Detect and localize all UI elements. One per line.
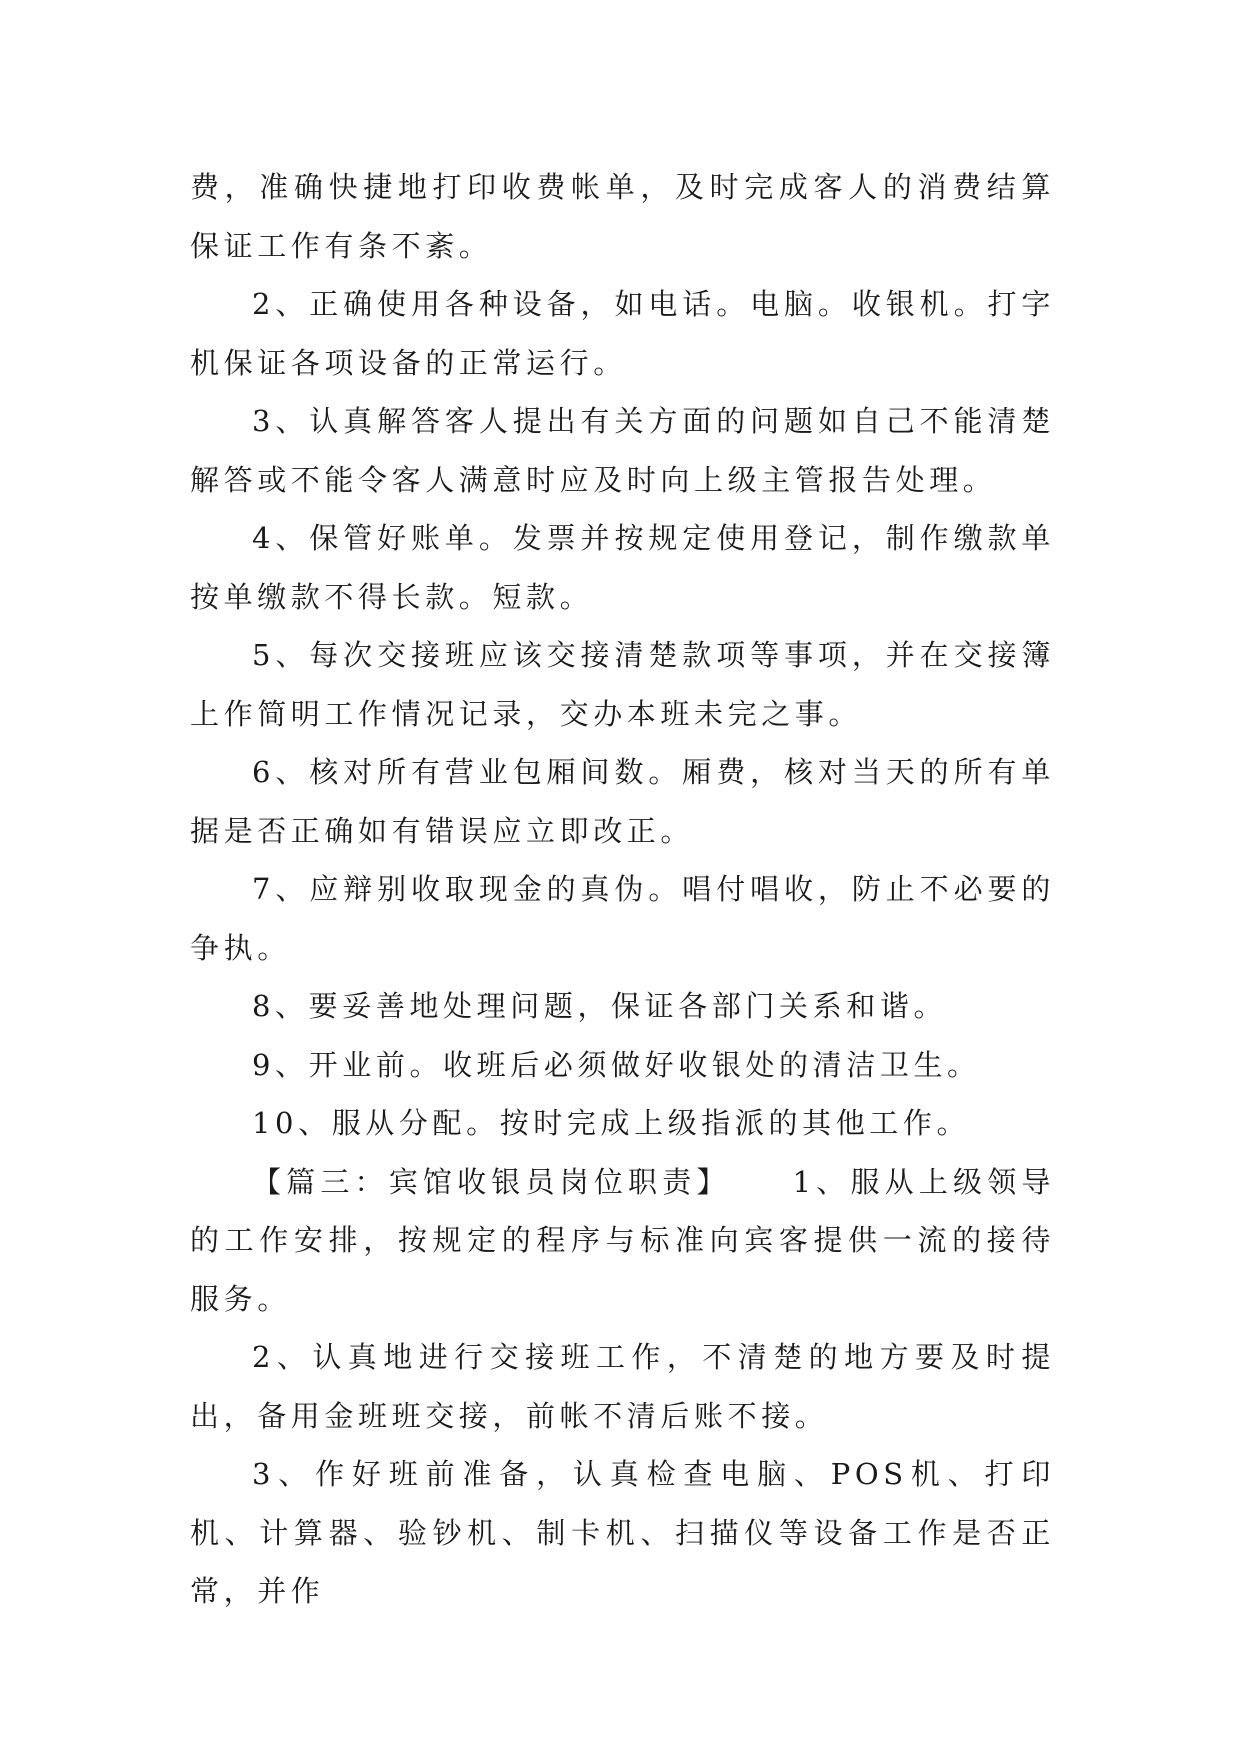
paragraph-item-10: 10、服从分配。按时完成上级指派的其他工作。 <box>252 1106 971 1140</box>
paragraph-item-9: 9、开业前。收班后必须做好收银处的清洁卫生。 <box>252 1047 981 1082</box>
paragraph-item-4: 4、保管好账单。发票并按规定使用登记，制作缴款单按单缴款不得长款。短款。 <box>190 521 1055 614</box>
paragraph-item-6: 6、核对所有营业包厢间数。厢费，核对当天的所有单据是否正确如有错误应立即改正。 <box>190 755 1055 848</box>
section-item-2: 2、认真地进行交接班工作，不清楚的地方要及时提出，备用金班班交接，前帐不清后账不接。 <box>190 1340 1055 1433</box>
section-first-item: 1、服从上级领导的工作安排，按规定的程序与标准向宾客提供一流的接待服务。 <box>190 1164 1055 1316</box>
paragraph-item-7: 7、应辩别收取现金的真伪。唱付唱收，防止不必要的争执。 <box>190 872 1055 965</box>
paragraph-continuation: 费，准确快捷地打印收费帐单，及时完成客人的消费结算保证工作有条不紊。 <box>190 170 1055 263</box>
paragraph-item-2: 2、正确使用各种设备，如电话。电脑。收银机。打字机保证各项设备的正常运行。 <box>190 287 1055 380</box>
document-body <box>190 158 1055 1621</box>
paragraph-item-5: 5、每次交接班应该交接清楚款项等事项，并在交接簿上作简明工作情况记录，交办本班未完之事。 <box>190 638 1055 731</box>
paragraph-item-8: 8、要妥善地处理问题，保证各部门关系和谐。 <box>252 989 948 1023</box>
section-item-3: 3、作好班前准备，认真检查电脑、POS机、打印机、计算器、验钞机、制卡机、扫描仪等设备工作是否正常，并作 <box>190 1457 1055 1608</box>
section-title: 【篇三：宾馆收银员岗位职责】 <box>252 1164 731 1199</box>
section-paragraph <box>190 1153 1055 1329</box>
paragraph-item-3: 3、认真解答客人提出有关方面的问题如自己不能清楚解答或不能令客人满意时应及时向上级主管报告处理。 <box>190 404 1055 497</box>
